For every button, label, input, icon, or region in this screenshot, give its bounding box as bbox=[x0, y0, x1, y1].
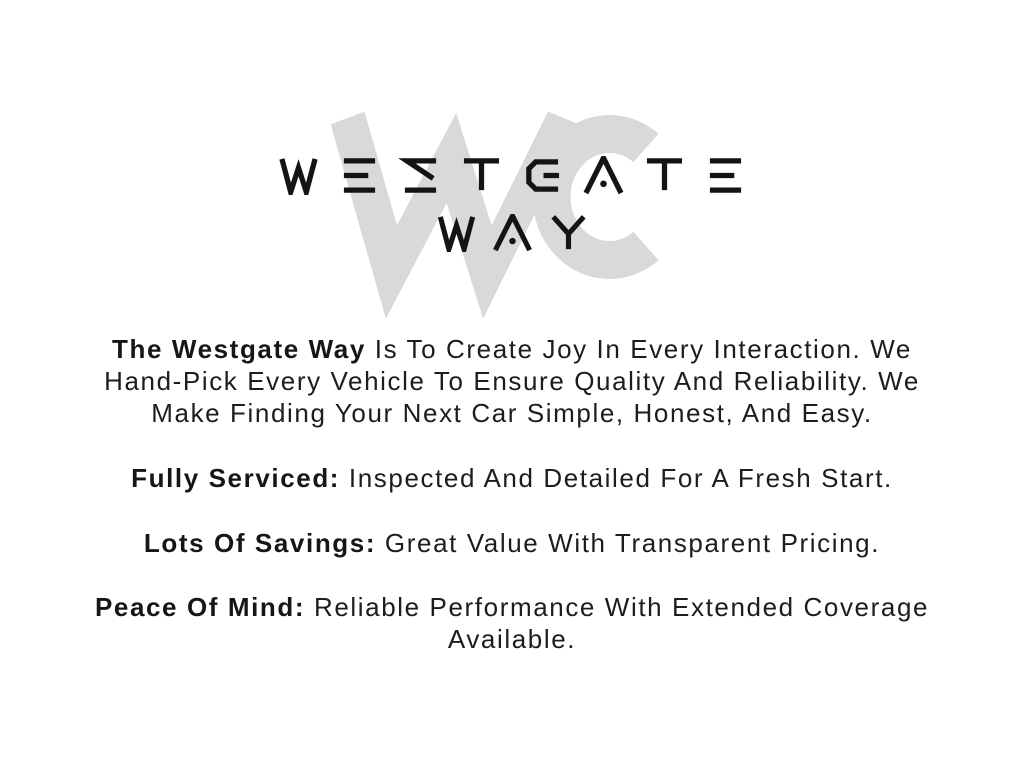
feature-lots-of-savings bbox=[36, 527, 988, 559]
intro-line-3: Make Finding Your Next Car Simple, Honest, And Easy. bbox=[151, 398, 873, 428]
feature-fully-serviced bbox=[36, 462, 988, 494]
intro-line-1-rest: Is To Create Joy In Every Interaction. We bbox=[365, 334, 912, 364]
logo-letter bbox=[642, 156, 687, 195]
logo-letter bbox=[703, 156, 748, 195]
feature-text: Great Value With Transparent Pricing. bbox=[376, 528, 881, 558]
intro-line-1 bbox=[36, 333, 988, 365]
logo-letter bbox=[581, 156, 626, 195]
feature-label: Fully Serviced: bbox=[131, 463, 341, 493]
logo-letter bbox=[434, 214, 479, 252]
wordmark-line-way bbox=[0, 214, 1024, 252]
logo-letter bbox=[520, 156, 565, 195]
intro-lead: The Westgate Way bbox=[112, 334, 366, 364]
logo-letter bbox=[546, 214, 591, 252]
wordmark-line-westgate bbox=[0, 156, 1024, 195]
logo-letter bbox=[276, 156, 321, 195]
logo-letter bbox=[459, 156, 504, 195]
feature-label: Lots Of Savings: bbox=[143, 528, 377, 558]
feature-text: Inspected And Detailed For A Fresh Start. bbox=[340, 463, 893, 493]
intro-line-2: Hand-Pick Every Vehicle To Ensure Quality And Reliability. We bbox=[104, 366, 920, 396]
feature-peace-of-mind bbox=[40, 591, 984, 655]
logo-letter bbox=[490, 214, 535, 252]
feature-text: Reliable Performance With Extended Coverage Available. bbox=[305, 592, 930, 654]
feature-label: Peace Of Mind: bbox=[94, 592, 306, 622]
intro-paragraph bbox=[36, 333, 988, 429]
logo-letter bbox=[337, 156, 382, 195]
logo-letter bbox=[398, 156, 443, 195]
